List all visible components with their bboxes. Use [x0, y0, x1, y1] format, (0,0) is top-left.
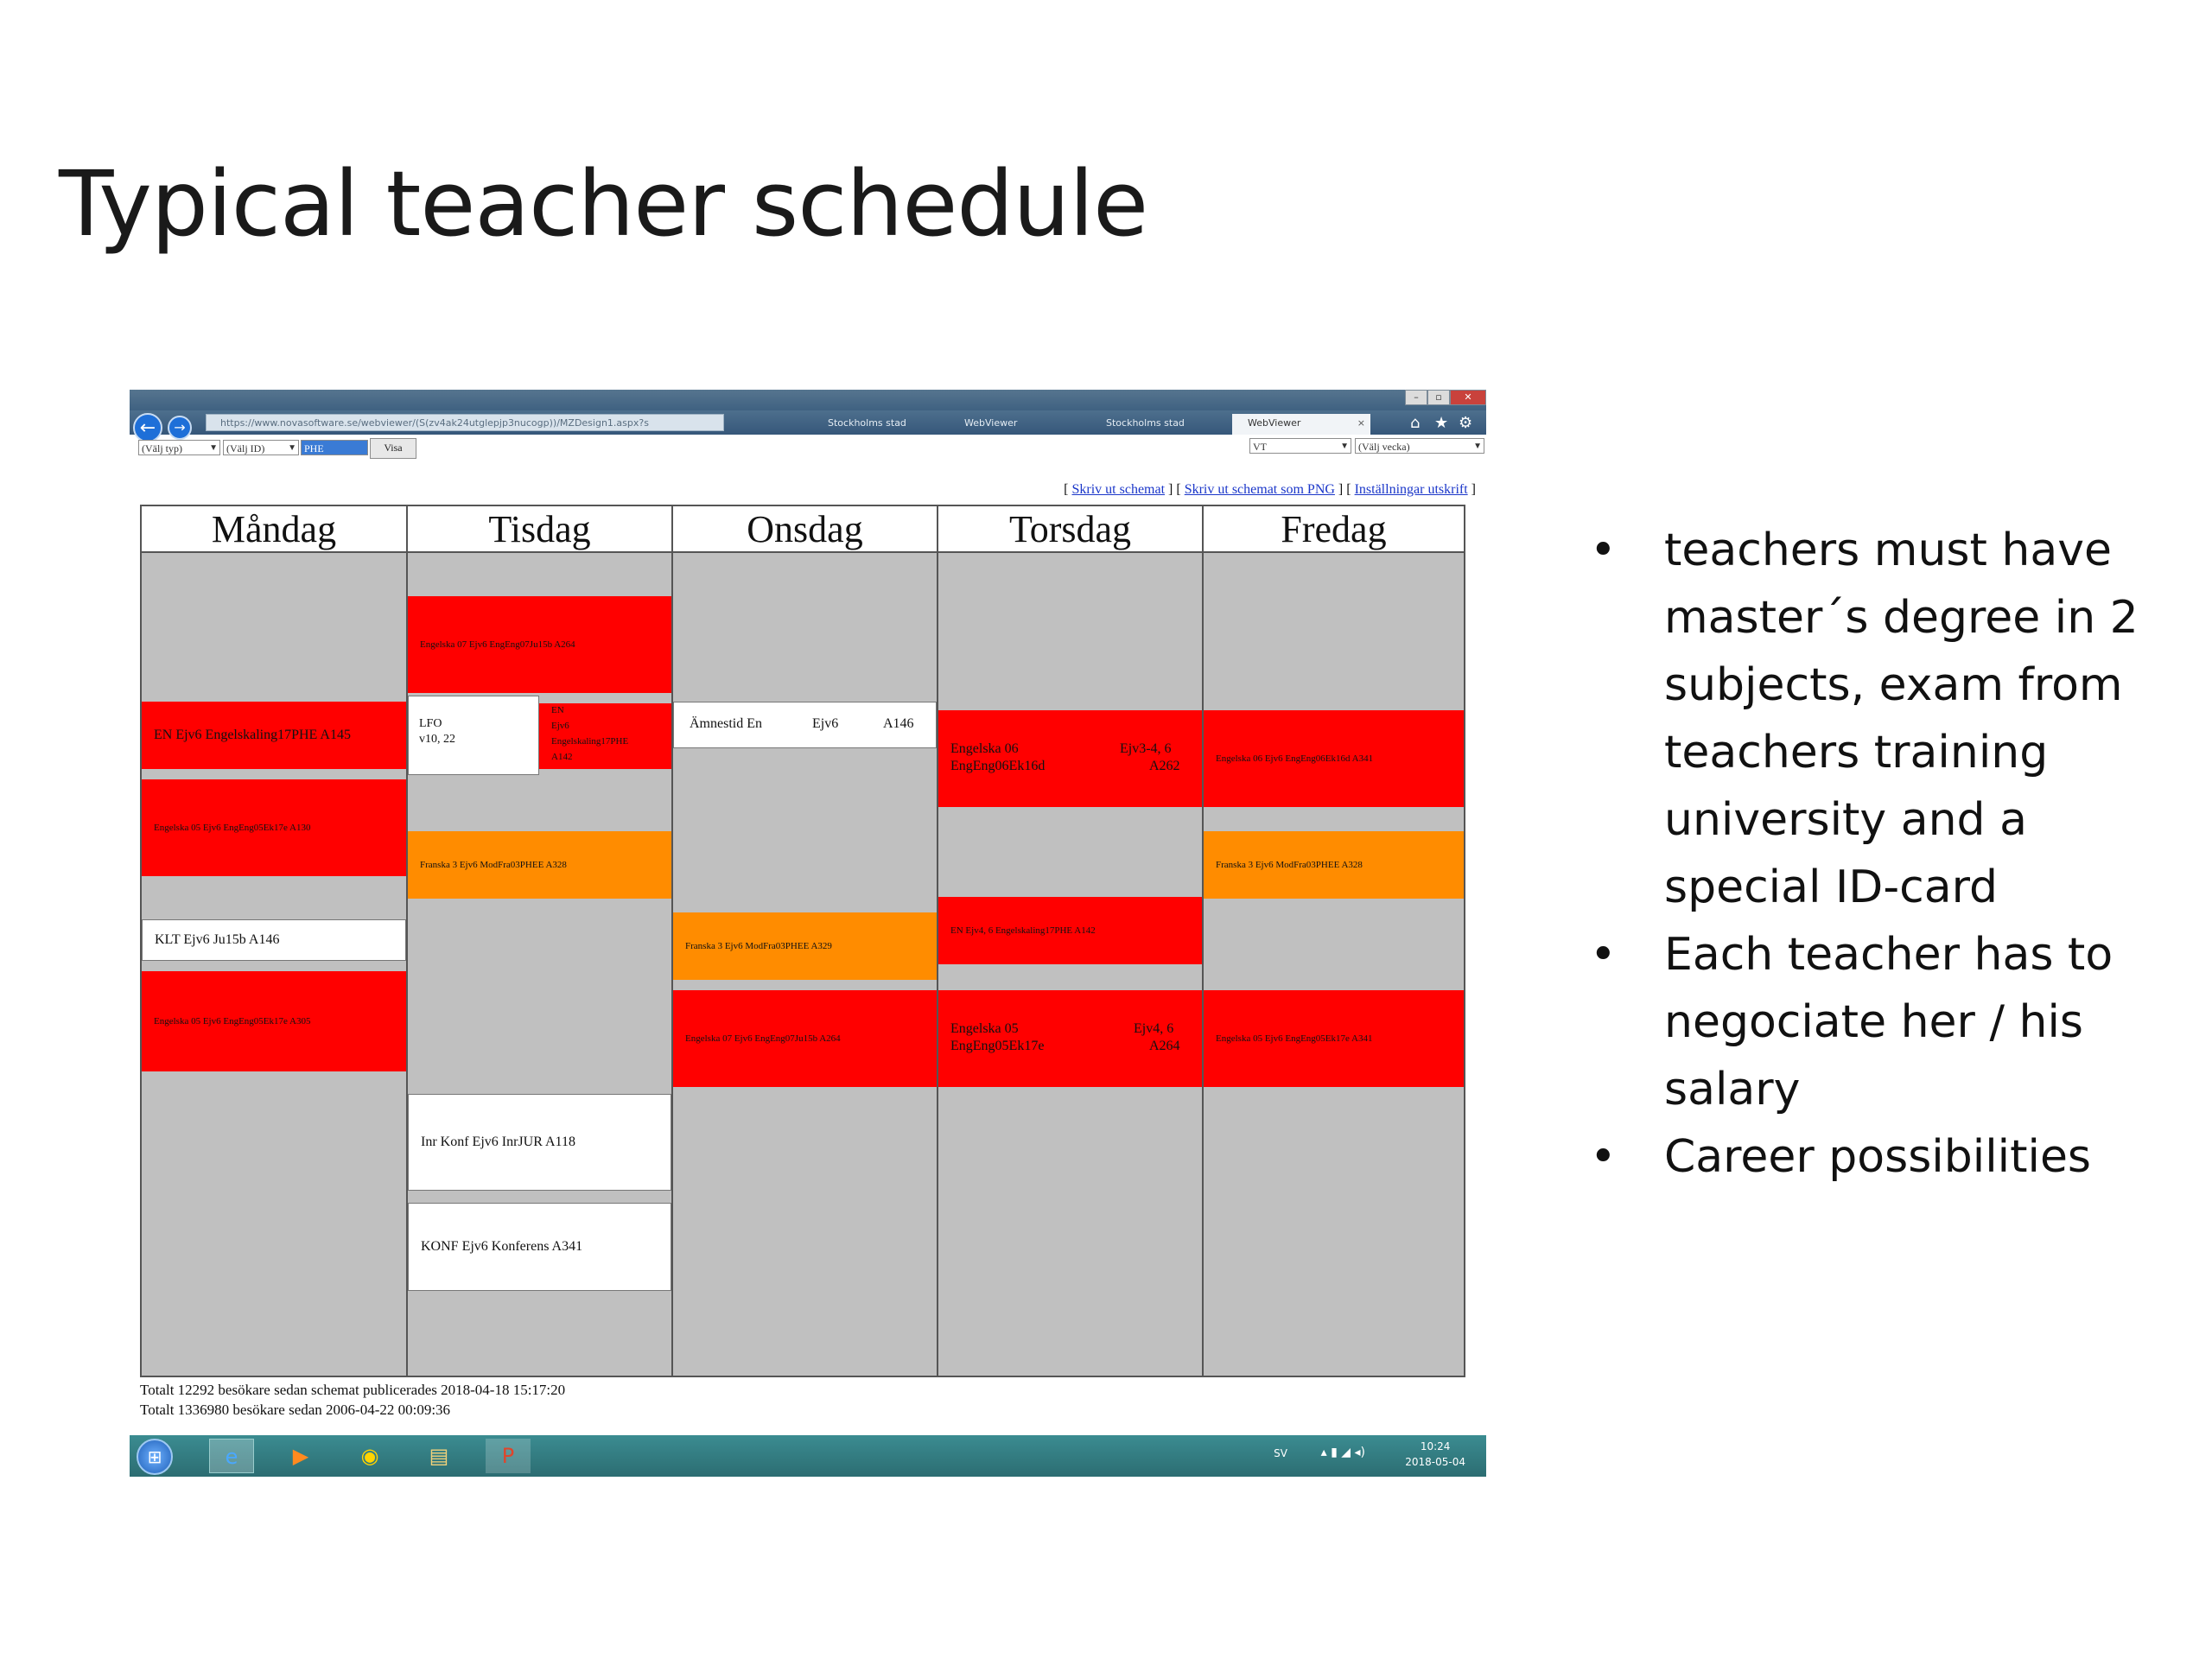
lesson-block[interactable]: KLT Ejv6 Ju15b A146 [142, 919, 406, 961]
taskbar [130, 1435, 1486, 1477]
chrome-icon[interactable]: ◉ [360, 1444, 379, 1468]
file-explorer-icon[interactable]: ▤ [429, 1444, 449, 1468]
lesson-block[interactable]: Engelska 05 EngEng05Ek17e Ejv4, 6 A264 [938, 990, 1202, 1087]
lesson-block[interactable]: LFO v10, 22 [408, 696, 539, 775]
id-select[interactable]: (Välj ID) ▼ [223, 440, 299, 455]
powerpoint-icon[interactable]: P [486, 1439, 531, 1473]
bullet-item: • Each teacher has to negociate her / his salary [1590, 929, 2113, 1116]
lesson-block[interactable]: EN Ejv6 Engelskaling17PHE A142 [539, 703, 671, 769]
language-indicator[interactable]: SV [1274, 1447, 1287, 1459]
chevron-down-icon: ▼ [1473, 442, 1482, 451]
type-select[interactable]: (Välj typ) ▼ [138, 440, 220, 455]
back-icon[interactable]: ← [133, 413, 162, 442]
bullet-item: • Career possibilities [1590, 1131, 2092, 1183]
chevron-down-icon: ▼ [1340, 442, 1349, 451]
chevron-down-icon: ▼ [288, 443, 296, 453]
favorites-icon[interactable]: ★ [1434, 414, 1449, 432]
bullet-list [1588, 517, 2193, 1191]
chevron-down-icon: ▼ [209, 443, 218, 453]
lesson-block[interactable]: Engelska 05 Ejv6 EngEng05Ek17e A305 [142, 971, 406, 1071]
bullet-item: • teachers must have master´s degree in 2 subjects, exam from teachers training university and a special ID-card [1590, 524, 2139, 913]
lesson-block[interactable]: EN Ejv4, 6 Engelskaling17PHE A142 [938, 897, 1202, 964]
windows-start-icon[interactable]: ⊞ [137, 1439, 173, 1475]
home-icon[interactable]: ⌂ [1410, 414, 1421, 432]
lesson-block[interactable]: Engelska 06 EngEng06Ek16d Ejv3-4, 6 A262 [938, 710, 1202, 807]
day-header-friday: Fredag [1204, 506, 1464, 553]
lesson-block[interactable]: Franska 3 Ejv6 ModFra03PHEE A328 [408, 831, 671, 899]
print-png-link[interactable]: Skriv ut schemat som PNG [1184, 482, 1335, 497]
window-titlebar [130, 390, 1486, 410]
forward-icon[interactable]: → [168, 416, 192, 440]
print-schedule-link[interactable]: Skriv ut schemat [1071, 482, 1166, 497]
visitor-count-published: Totalt 12292 besökare sedan schemat publicerades 2018-04-18 15:17:20 [140, 1382, 566, 1398]
settings-icon[interactable]: ⚙ [1459, 414, 1473, 432]
show-button[interactable]: Visa [370, 438, 416, 459]
visitor-count-total: Totalt 1336980 besökare sedan 2006-04-22 00:09:36 [140, 1402, 451, 1418]
week-select[interactable]: (Välj vecka) ▼ [1355, 438, 1484, 454]
day-header-wednesday: Onsdag [673, 506, 938, 553]
lesson-block[interactable]: EN Ejv6 Engelskaling17PHE A145 [142, 702, 406, 769]
lesson-block[interactable]: Engelska 05 Ejv6 EngEng05Ek17e A341 [1204, 990, 1464, 1087]
browser-navbar [130, 410, 1486, 439]
print-settings-link[interactable]: Inställningar utskrift [1354, 482, 1468, 497]
close-icon[interactable]: ✕ [1450, 390, 1486, 405]
tab-stockholms-1[interactable]: Stockholms stad [828, 417, 906, 429]
media-player-icon[interactable]: ▶ [292, 1444, 309, 1468]
day-header-monday: Måndag [142, 506, 408, 553]
system-clock[interactable]: 10:24 2018-05-04 [1405, 1440, 1465, 1468]
minimize-icon[interactable]: – [1405, 390, 1427, 405]
weekly-schedule [140, 505, 1465, 1377]
tab-close-icon[interactable]: × [1357, 417, 1365, 429]
lesson-block[interactable]: KONF Ejv6 Konferens A341 [408, 1203, 671, 1291]
schedule-controls [130, 436, 1486, 462]
lesson-block[interactable]: Ämnestid En Ejv6 A146 [673, 702, 937, 748]
day-header-tuesday: Tisdag [408, 506, 673, 553]
address-bar[interactable]: https://www.novasoftware.se/webviewer/(S(zv4ak24utglepjp3nucogp))/MZDesign1.aspx?s [206, 414, 724, 431]
tab-webviewer-1[interactable]: WebViewer [964, 417, 1018, 429]
lesson-block[interactable]: Engelska 06 Ejv6 EngEng06Ek16d A341 [1204, 710, 1464, 807]
slide-title: Typical teacher schedule [59, 151, 1148, 257]
tab-webviewer-active[interactable] [1232, 414, 1370, 435]
day-header-thursday: Torsdag [938, 506, 1204, 553]
column-divider [1202, 506, 1204, 1376]
lesson-block[interactable]: Engelska 07 Ejv6 EngEng07Ju15b A264 [673, 990, 937, 1087]
lesson-block[interactable]: Franska 3 Ejv6 ModFra03PHEE A329 [673, 912, 937, 980]
tray-icons[interactable]: ▴ ▮ ◢ ◂) [1320, 1446, 1365, 1459]
lesson-block[interactable]: Inr Konf Ejv6 InrJUR A118 [408, 1094, 671, 1191]
lesson-block[interactable]: Engelska 07 Ejv6 EngEng07Ju15b A264 [408, 596, 671, 693]
internet-explorer-icon[interactable]: e [209, 1439, 254, 1473]
lesson-block[interactable]: Franska 3 Ejv6 ModFra03PHEE A328 [1204, 831, 1464, 899]
id-input[interactable]: PHE [301, 440, 368, 455]
print-links: [ Skriv ut schemat ] [ Skriv ut schemat som PNG ] [ Inställningar utskrift ] [1064, 482, 1476, 497]
tab-label: WebViewer [1248, 417, 1301, 429]
lesson-block[interactable]: Engelska 05 Ejv6 EngEng05Ek17e A130 [142, 779, 406, 876]
schedule-screenshot [130, 390, 1486, 1477]
maximize-icon[interactable]: ▫ [1427, 390, 1450, 405]
tab-stockholms-2[interactable]: Stockholms stad [1106, 417, 1185, 429]
term-select[interactable]: VT ▼ [1249, 438, 1351, 454]
